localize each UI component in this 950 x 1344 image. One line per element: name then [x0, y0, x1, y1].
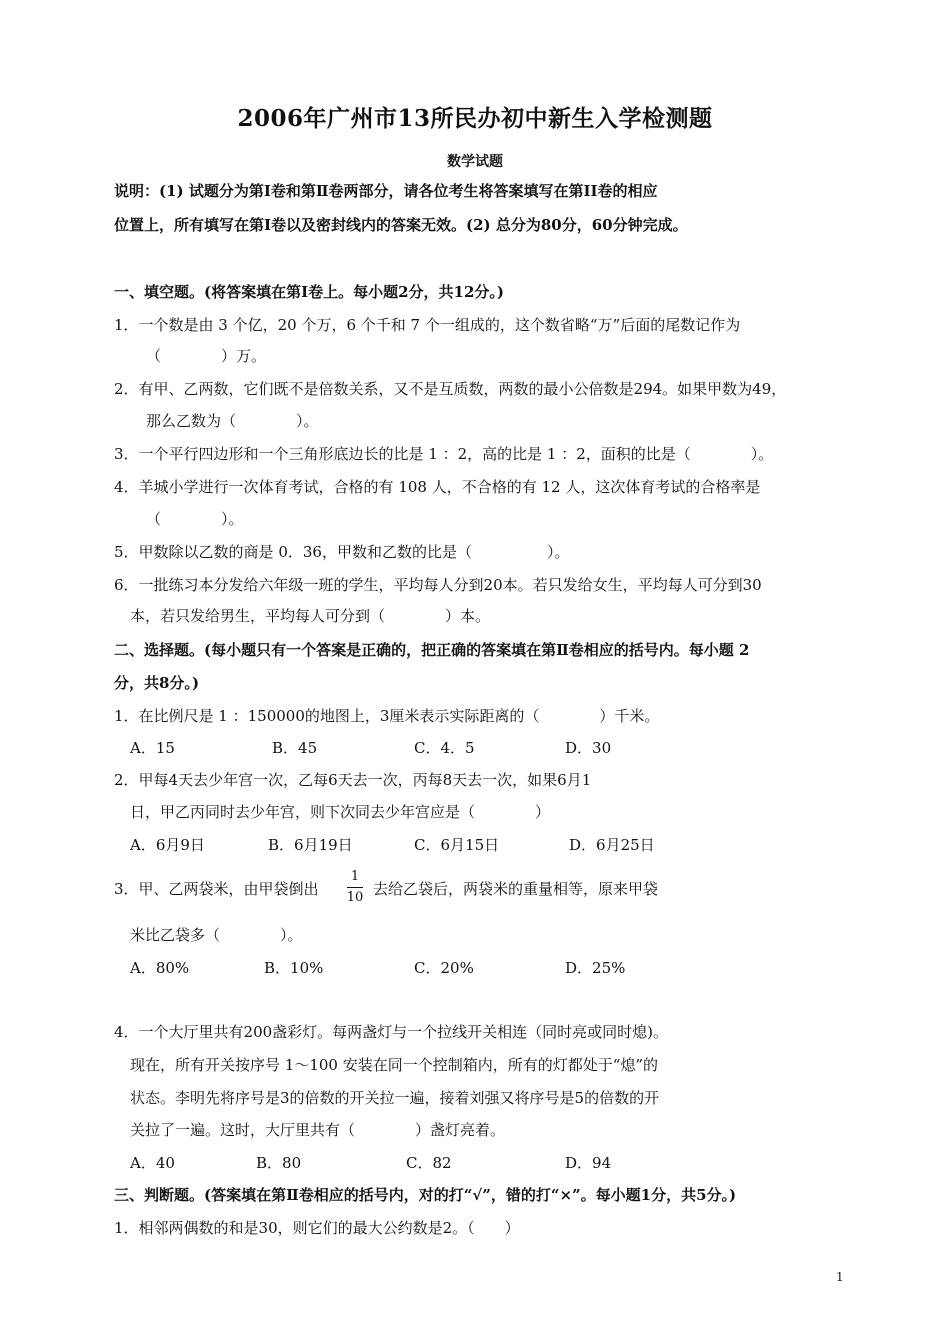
s2-q4-option-b: B．80: [256, 1154, 302, 1172]
section2-heading-line1: 二、选择题。(每小题只有一个答案是正确的，把正确的答案填在第Ⅱ卷相应的括号内。每小题 2: [114, 641, 750, 659]
s3-q1: 1．相邻两偶数的和是30，则它们的最大公约数是2。（ ）: [114, 1219, 520, 1237]
s2-q1-option-d: D．30: [565, 739, 612, 757]
fraction-numerator: 1: [350, 869, 360, 884]
instructions-line-1: 说明：(1) 试题分为第Ⅰ卷和第Ⅱ卷两部分，请各位考生将答案填写在第II卷的相应: [114, 182, 658, 200]
s2-q4-option-c: C．82: [406, 1154, 452, 1172]
s2-q4-line3: 状态。李明先将序号是3的倍数的开关拉一遍，接着刘强又将序号是5的倍数的开: [130, 1089, 660, 1107]
s2-q3-after: 去给乙袋后，两袋米的重量相等，原来甲袋: [373, 880, 659, 898]
fraction-denominator: 10: [346, 890, 364, 905]
section1-heading: 一、填空题。(将答案填在第Ⅰ卷上。每小题2分，共12分。): [114, 283, 505, 301]
s2-q3-option-b: B．10%: [264, 959, 324, 977]
s2-q2-option-b: B．6月19日: [268, 836, 353, 854]
s1-q6-line1: 6．一批练习本分发给六年级一班的学生，平均每人分到20本。若只发给女生，平均每人可分到30: [114, 576, 762, 594]
page-number: 1: [836, 1270, 844, 1284]
s2-q3-option-d: D．25%: [565, 959, 626, 977]
s2-q1-option-c: C．4．5: [414, 739, 475, 757]
s2-q2-option-c: C．6月15日: [414, 836, 500, 854]
s2-q2-option-a: A．6月9日: [130, 836, 205, 854]
s2-q3-before: 3．甲、乙两袋米，由甲袋倒出: [114, 880, 319, 898]
s2-q1: 1．在比例尺是 1 ：150000的地图上，3厘米表示实际距离的（ ）千米。: [114, 707, 660, 725]
s1-q1-line2: （ ）万。: [146, 347, 267, 365]
s1-q2-line2: 那么乙数为（ ）。: [146, 412, 319, 430]
page-title: 2006年广州市13所民办初中新生入学检测题: [237, 105, 713, 132]
s1-q6-line2: 本，若只发给男生，平均每人可分到（ ）本。: [130, 607, 491, 625]
s1-q4-line1: 4．羊城小学进行一次体育考试，合格的有 108 人，不合格的有 12 人，这次体育考试的合格率是: [114, 478, 761, 496]
s2-q1-option-a: A．15: [130, 739, 175, 757]
s1-q3: 3．一个平行四边形和一个三角形底边长的比是 1 ：2，高的比是 1 ：2，面积的比是（ ）。: [114, 445, 774, 463]
s1-q1-line1: 1．一个数是由 3 个亿，20 个万，6 个千和 7 个一组成的，这个数省略“万”后面的尾数记作为: [114, 316, 741, 334]
s2-q2-line1: 2．甲每4天去少年宫一次，乙每6天去一次，丙每8天去一次，如果6月1: [114, 771, 592, 789]
s1-q5: 5．甲数除以乙数的商是 0．36，甲数和乙数的比是（ ）。: [114, 543, 570, 561]
s2-q1-option-b: B．45: [272, 739, 318, 757]
s2-q4-line1: 4．一个大厅里共有200盏彩灯。每两盏灯与一个拉线开关相连（同时亮或同时熄)。: [114, 1023, 669, 1041]
fraction-bar: [347, 887, 363, 888]
s2-q3-option-a: A．80%: [130, 959, 190, 977]
instructions-line-2: 位置上，所有填写在第Ⅰ卷以及密封线内的答案无效。(2) 总分为80分，60分钟完成。: [114, 216, 688, 234]
s1-q4-line2: （ ）。: [146, 510, 244, 528]
s2-q4-option-d: D．94: [565, 1154, 612, 1172]
s1-q2-line1: 2．有甲、乙两数，它们既不是倍数关系，又不是互质数，两数的最小公倍数是294。如果甲数为49，: [114, 380, 787, 398]
page-subtitle: 数学试题: [447, 154, 503, 170]
s2-q4-line2: 现在，所有开关按序号 1～100 安装在同一个控制箱内，所有的灯都处于“熄”的: [130, 1056, 659, 1074]
s2-q3-option-c: C．20%: [414, 959, 474, 977]
s2-q4-option-a: A．40: [130, 1154, 175, 1172]
s2-q2-line2: 日，甲乙丙同时去少年宫，则下次同去少年宫应是（ ）: [130, 803, 551, 821]
section2-heading-line2: 分，共8分。): [114, 674, 200, 692]
s2-q2-option-d: D．6月25日: [569, 836, 655, 854]
s2-q4-line4: 关拉了一遍。这时，大厅里共有（ ）盏灯亮着。: [130, 1121, 506, 1139]
s2-q3-line2: 米比乙袋多（ ）。: [130, 926, 303, 944]
section3-heading: 三、判断题。(答案填在第Ⅱ卷相应的括号内，对的打“√”，错的打“×”。每小题1分，共5分。): [114, 1186, 737, 1204]
